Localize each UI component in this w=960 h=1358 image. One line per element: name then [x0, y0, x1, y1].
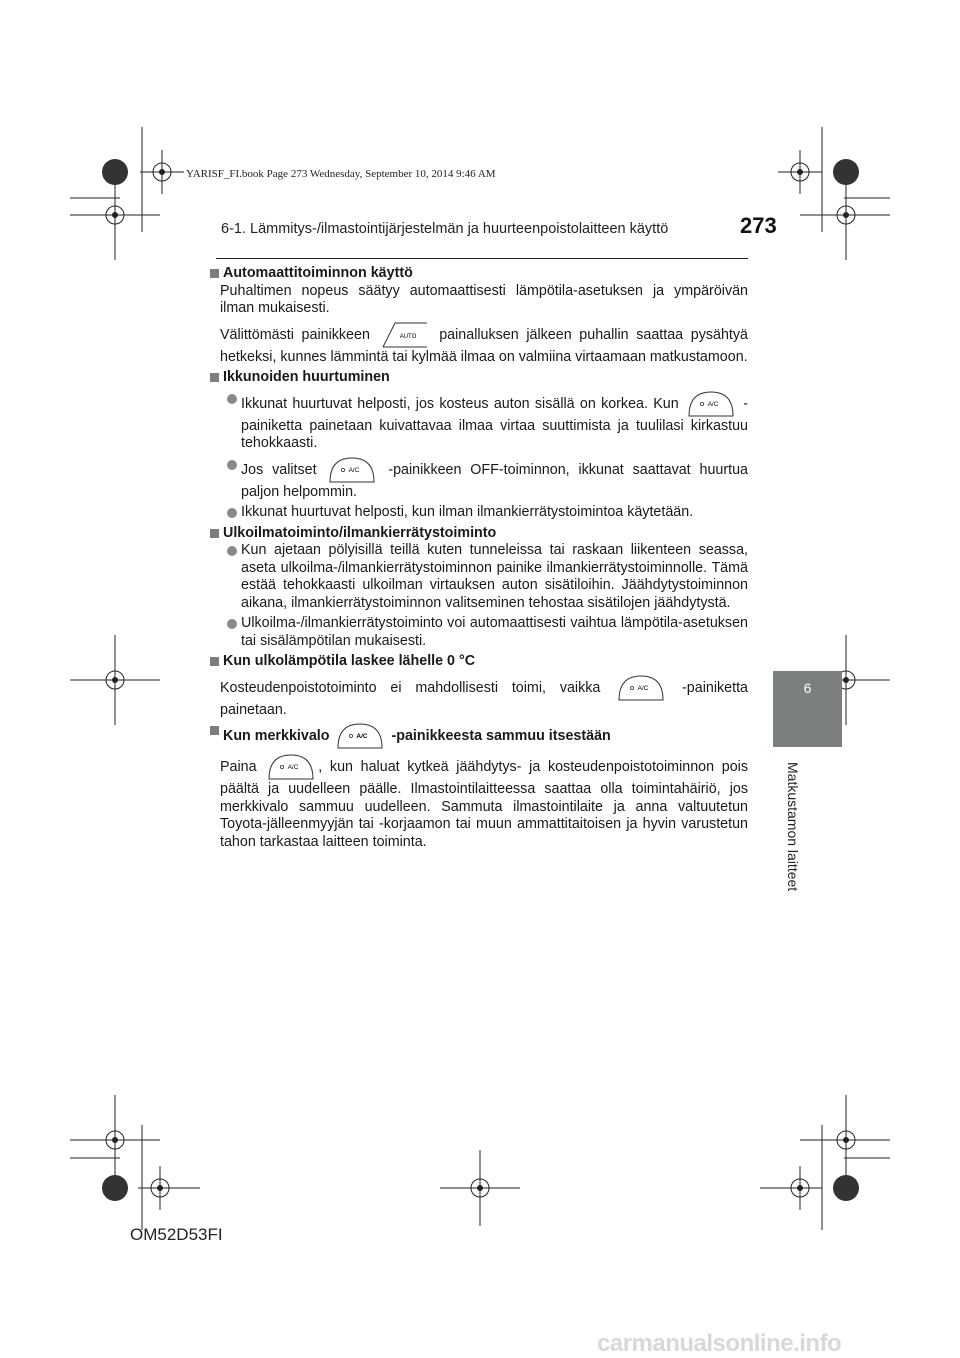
bullet-item [210, 390, 748, 453]
text: Kun ajetaan pölyisillä teillä kuten tunneleissa tai raskaan liikenteen seassa, aseta ulkoilma-/ilmankierrätystoiminnon painike ilmankierrätystoiminnolle. Tämä estää tehokkaasti ulkoilman virtauksen auton sisätiloihin. Jäähdytystoiminnon aikana, ilmankierrätystoiminnon valitseminen tehostaa sisätilojen jäähdytystä. [241, 542, 748, 611]
round-bullet-icon [227, 546, 237, 556]
heading-fog [210, 369, 748, 387]
text: , kun haluat kytkeä jäähdytys- ja kosteudenpoistotoiminnon pois päältä ja uudelleen päälle. Ilmastointilaitteessa saattaa olla toimintahäiriö, jos merkkivalo sammuu uudelleen. Sammuta ilmastointilaite ja anna valtuutetun Toyota-jälleenmyyjän tai -korjaamon tai muun ammattitaitoisen ja hyvin varustetun tahon tarkastaa laitteen toiminta. [220, 758, 748, 850]
chapter-label-box [777, 762, 807, 898]
document-code: OM52D53FI [130, 1225, 223, 1244]
text: Kosteudenpoistotoiminto ei mahdollisesti toimi, vaikka [220, 679, 601, 696]
chapter-number: 6 [803, 680, 812, 696]
heading-text: Ulkoilmatoiminto/ilmankierrätystoiminto [223, 524, 497, 541]
auto-icon-label: AUTO [399, 333, 416, 340]
heading-text: Automaattitoiminnon käyttö [223, 265, 413, 281]
text: -painiketta painetaan. [220, 679, 748, 718]
square-bullet-icon [210, 657, 219, 666]
bullet-item [210, 504, 748, 522]
ac-button-icon [267, 753, 315, 781]
header-rule [216, 258, 748, 259]
square-bullet-icon [210, 373, 219, 382]
book-info: YARISF_FI.book Page 273 Wednesday, September 10, 2014 9:46 AM [186, 168, 496, 180]
paragraph [210, 753, 748, 851]
round-bullet-icon [227, 394, 237, 404]
round-bullet-icon [227, 619, 237, 629]
ac-icon-label: A/C [349, 466, 360, 474]
heading-text: Kun merkkivalo [223, 727, 330, 744]
ac-icon-label: A/C [356, 733, 369, 740]
ac-button-icon [687, 390, 735, 418]
heading-cold [210, 653, 748, 671]
square-bullet-icon [210, 269, 219, 278]
paragraph [210, 321, 748, 367]
text: Paina [220, 758, 257, 775]
page-content [210, 265, 748, 851]
ac-icon-label: A/C [637, 684, 649, 692]
ac-button-icon [617, 674, 665, 702]
square-bullet-icon [210, 726, 219, 735]
page-number: 273 [740, 213, 777, 238]
bullet-item [210, 456, 748, 502]
text: -painikkeen OFF-toiminnon, ikkunat saattavat huurtua paljon helpommin. [241, 461, 748, 500]
heading-text: -painikkeesta sammuu itsestään [391, 727, 611, 744]
bullet-item [210, 615, 748, 650]
ac-icon-label: A/C [707, 400, 719, 408]
section-title: 6-1. Lämmitys-/ilmastointijärjestelmän ja huurteenpoistolaitteen käyttö [221, 221, 669, 237]
heading-indicator [210, 722, 748, 750]
text: painalluksen jälkeen puhallin saattaa pysähtyä hetkeksi, kunnes lämmintä tai kylmää ilmaa on valmiina virtaamaan matkustamoon. [220, 326, 748, 365]
bullet-item [210, 542, 748, 612]
ac-button-icon [336, 722, 384, 750]
round-bullet-icon [227, 460, 237, 470]
heading-text: Ikkunoiden huurtuminen [223, 369, 390, 385]
text: Jos valitset [241, 461, 317, 478]
round-bullet-icon [227, 508, 237, 518]
square-bullet-icon [210, 529, 219, 538]
text: -painiketta painetaan kuivattavaa ilmaa virtaa suuttimista ja tuulilasi kirkastuu tehokkaasti. [241, 395, 748, 451]
ac-button-icon [328, 456, 376, 484]
chapter-label: Matkustamon laitteet [785, 762, 801, 892]
watermark: carmanualsonline.info [597, 1330, 842, 1357]
auto-button-icon [381, 321, 429, 349]
paragraph [210, 674, 748, 720]
heading-text: Kun ulkolämpötila laskee lähelle 0 °C [223, 653, 476, 669]
heading-recirc [210, 525, 748, 543]
ac-icon-label: A/C [287, 764, 299, 771]
heading-auto [210, 265, 748, 283]
text: Välittömästi painikkeen [220, 326, 370, 343]
text: Ikkunat huurtuvat helposti, jos kosteus auton sisällä on korkea. Kun [241, 395, 679, 412]
paragraph: Puhaltimen nopeus säätyy automaattisesti lämpötila-asetuksen ja ympäröivän ilman mukaisesti. [220, 282, 748, 316]
text: Ikkunat huurtuvat helposti, kun ilman ilmankierrätystoimintoa käytetään. [241, 504, 694, 520]
text: Ulkoilma-/ilmankierrätystoiminto voi automaattisesti vaihtua lämpötila-asetuksen tai sisälämpötilan mukaisesti. [241, 615, 748, 649]
